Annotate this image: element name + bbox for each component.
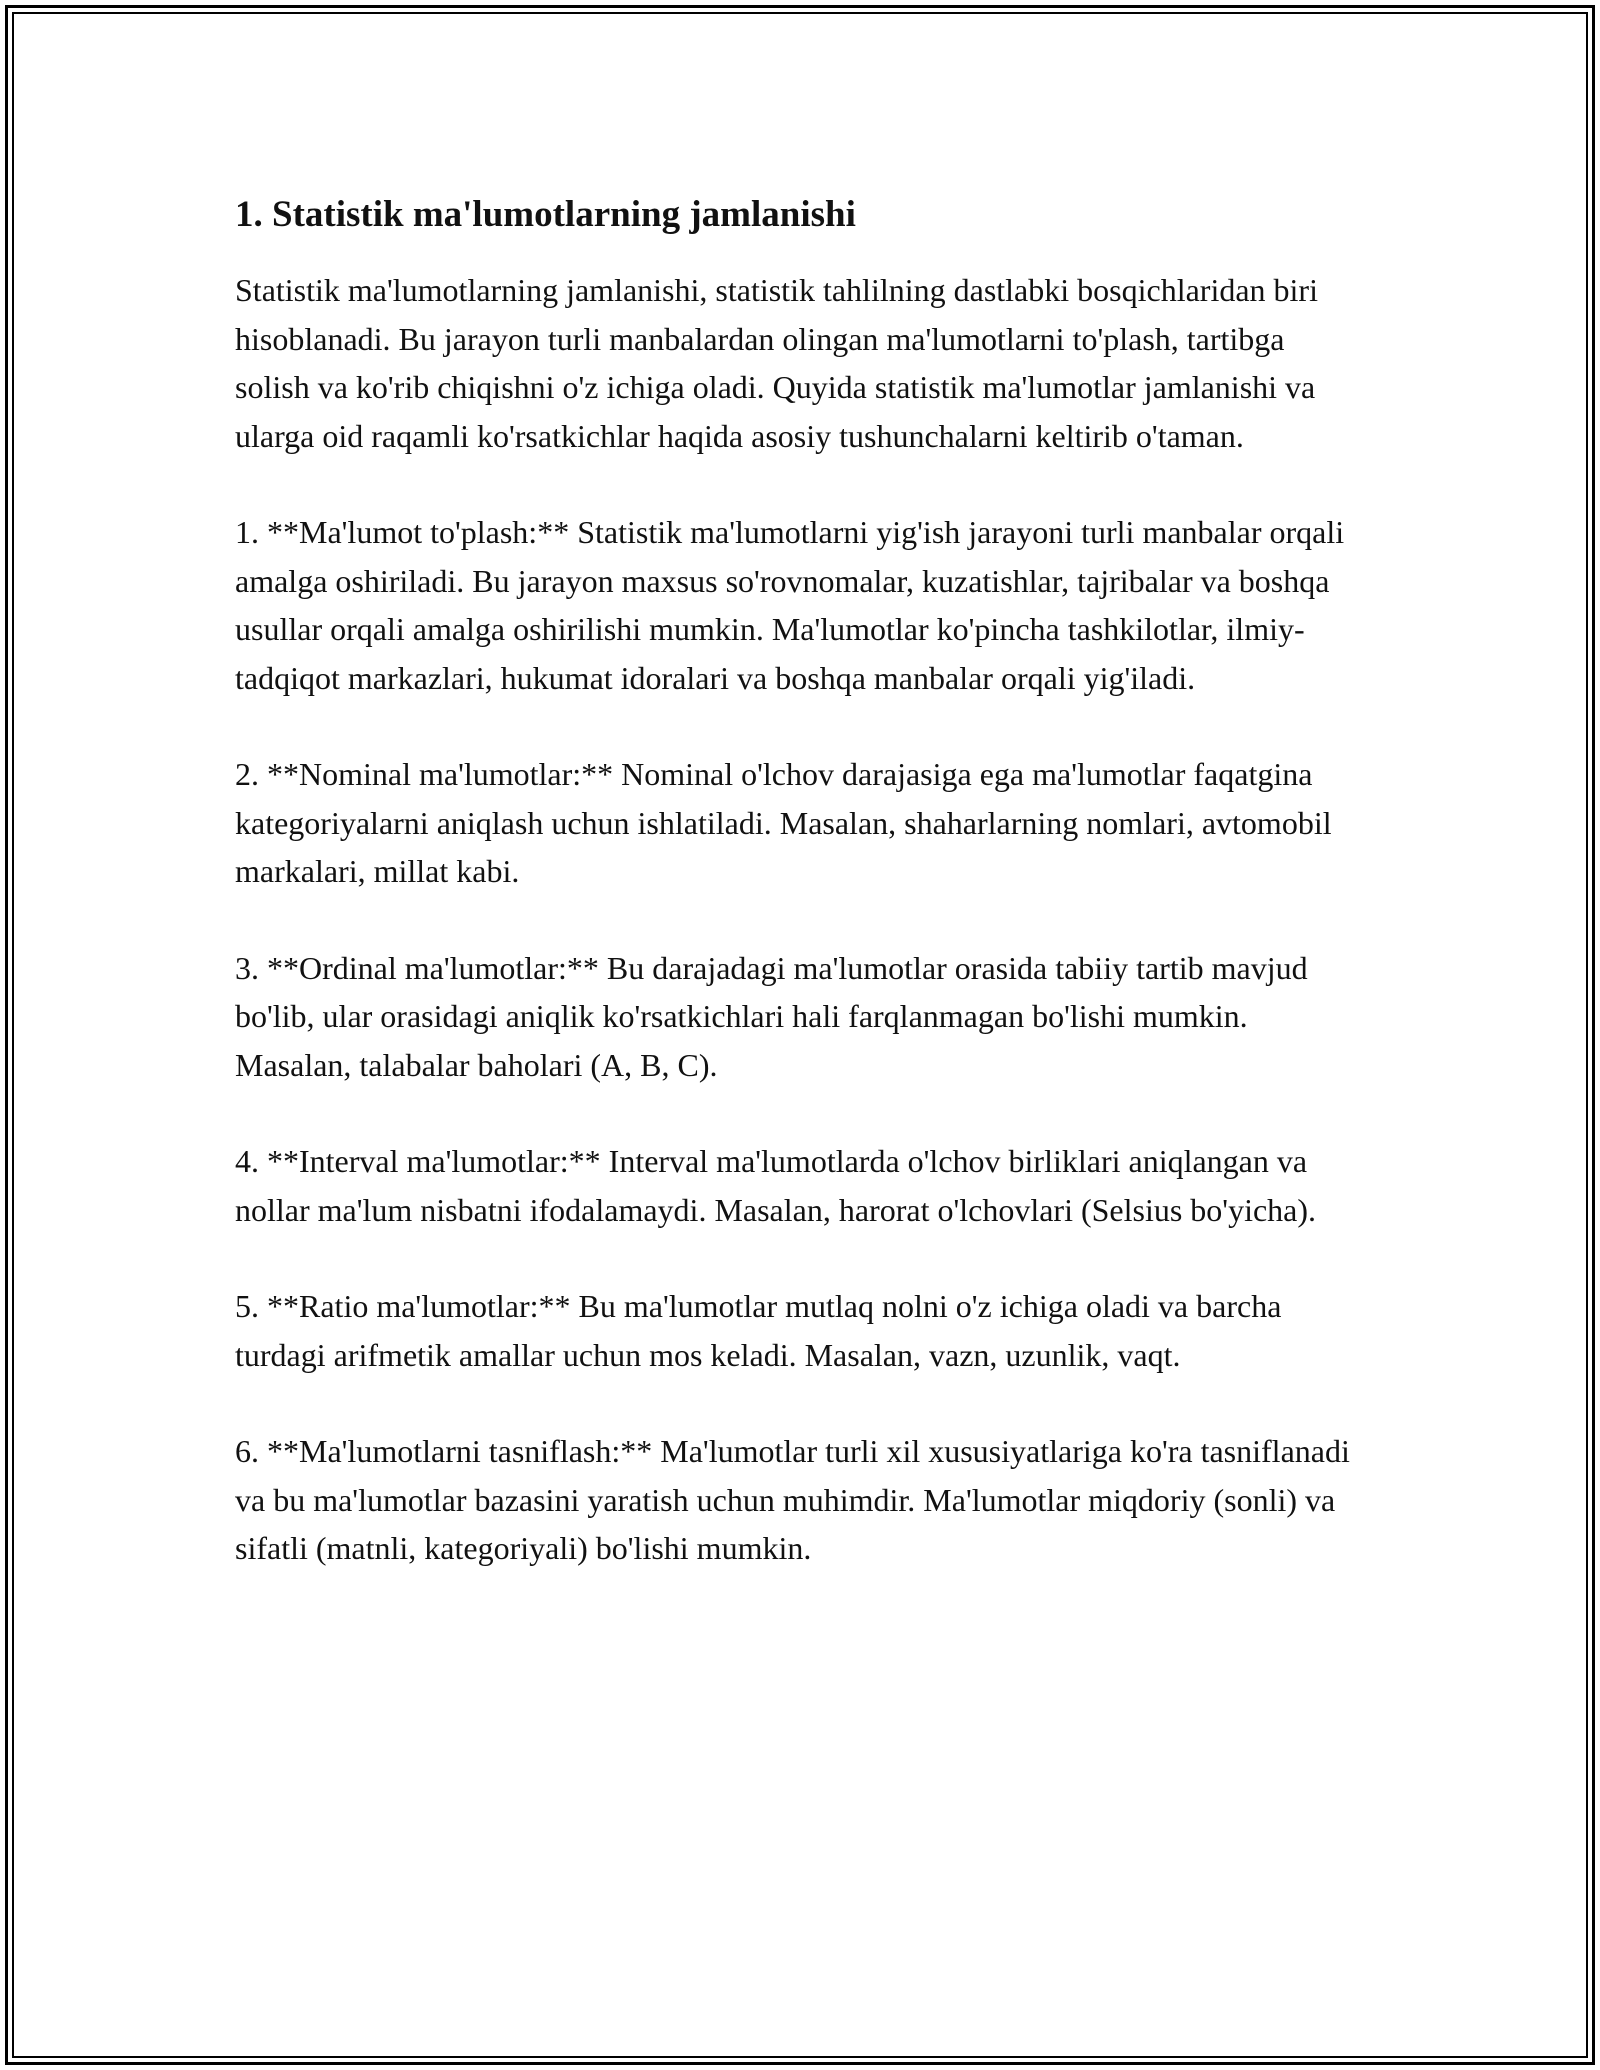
paragraph-data-classification: 6. **Ma'lumotlarni tasniflash:** Ma'lumotlar turli xil xususiyatlariga ko'ra tasniflanadi va bu ma'lumotlar bazasini yaratish uchun muhimdir. Ma'lumotlar miqdoriy (sonli) va sifatli (matnli, kategoriyali) bo'lishi mumkin. bbox=[235, 1433, 1350, 1566]
paragraph-nominal-data: 2. **Nominal ma'lumotlar:** Nominal o'lchov darajasiga ega ma'lumotlar faqatgina kategoriyalarni aniqlash uchun ishlatiladi. Masalan, shaharlarning nomlari, avtomobil markalari, millat kabi. bbox=[235, 756, 1332, 889]
paragraph-ratio-data: 5. **Ratio ma'lumotlar:** Bu ma'lumotlar mutlaq nolni o'z ichiga oladi va barcha turdagi arifmetik amallar uchun mos keladi. Masalan, vazn, uzunlik, vaqt. bbox=[235, 1288, 1282, 1373]
document-body bbox=[235, 190, 1365, 1621]
document-title: 1. Statistik ma'lumotlarning jamlanishi bbox=[235, 194, 856, 235]
paragraph-interval-data: 4. **Interval ma'lumotlar:** Interval ma'lumotlarda o'lchov birliklari aniqlangan va nollar ma'lum nisbatni ifodalamaydi. Masalan, harorat o'lchovlari (Selsius bo'yicha). bbox=[235, 1143, 1317, 1228]
intro-paragraph: Statistik ma'lumotlarning jamlanishi, statistik tahlilning dastlabki bosqichlaridan biri hisoblanadi. Bu jarayon turli manbalardan olingan ma'lumotlarni to'plash, tartibga solish va ko'rib chiqishni o'z ichiga oladi. Quyida statistik ma'lumotlar jamlanishi va ularga oid raqamli ko'rsatkichlar haqida asosiy tushunchalarni keltirib o'taman. bbox=[235, 272, 1318, 454]
paragraph-data-collection: 1. **Ma'lumot to'plash:** Statistik ma'lumotlarni yig'ish jarayoni turli manbalar orqali amalga oshiriladi. Bu jarayon maxsus so'rovnomalar, kuzatishlar, tajribalar va boshqa usullar orqali amalga oshirilishi mumkin. Ma'lumotlar ko'pincha tashkilotlar, ilmiy-tadqiqot markazlari, hukumat idoralari va boshqa manbalar orqali yig'iladi. bbox=[235, 514, 1345, 696]
paragraph-ordinal-data: 3. **Ordinal ma'lumotlar:** Bu darajadagi ma'lumotlar orasida tabiiy tartib mavjud bo'lib, ular orasidagi aniqlik ko'rsatkichlari hali farqlanmagan bo'lishi mumkin. Masalan, talabalar baholari (A, B, C). bbox=[235, 949, 1308, 1083]
